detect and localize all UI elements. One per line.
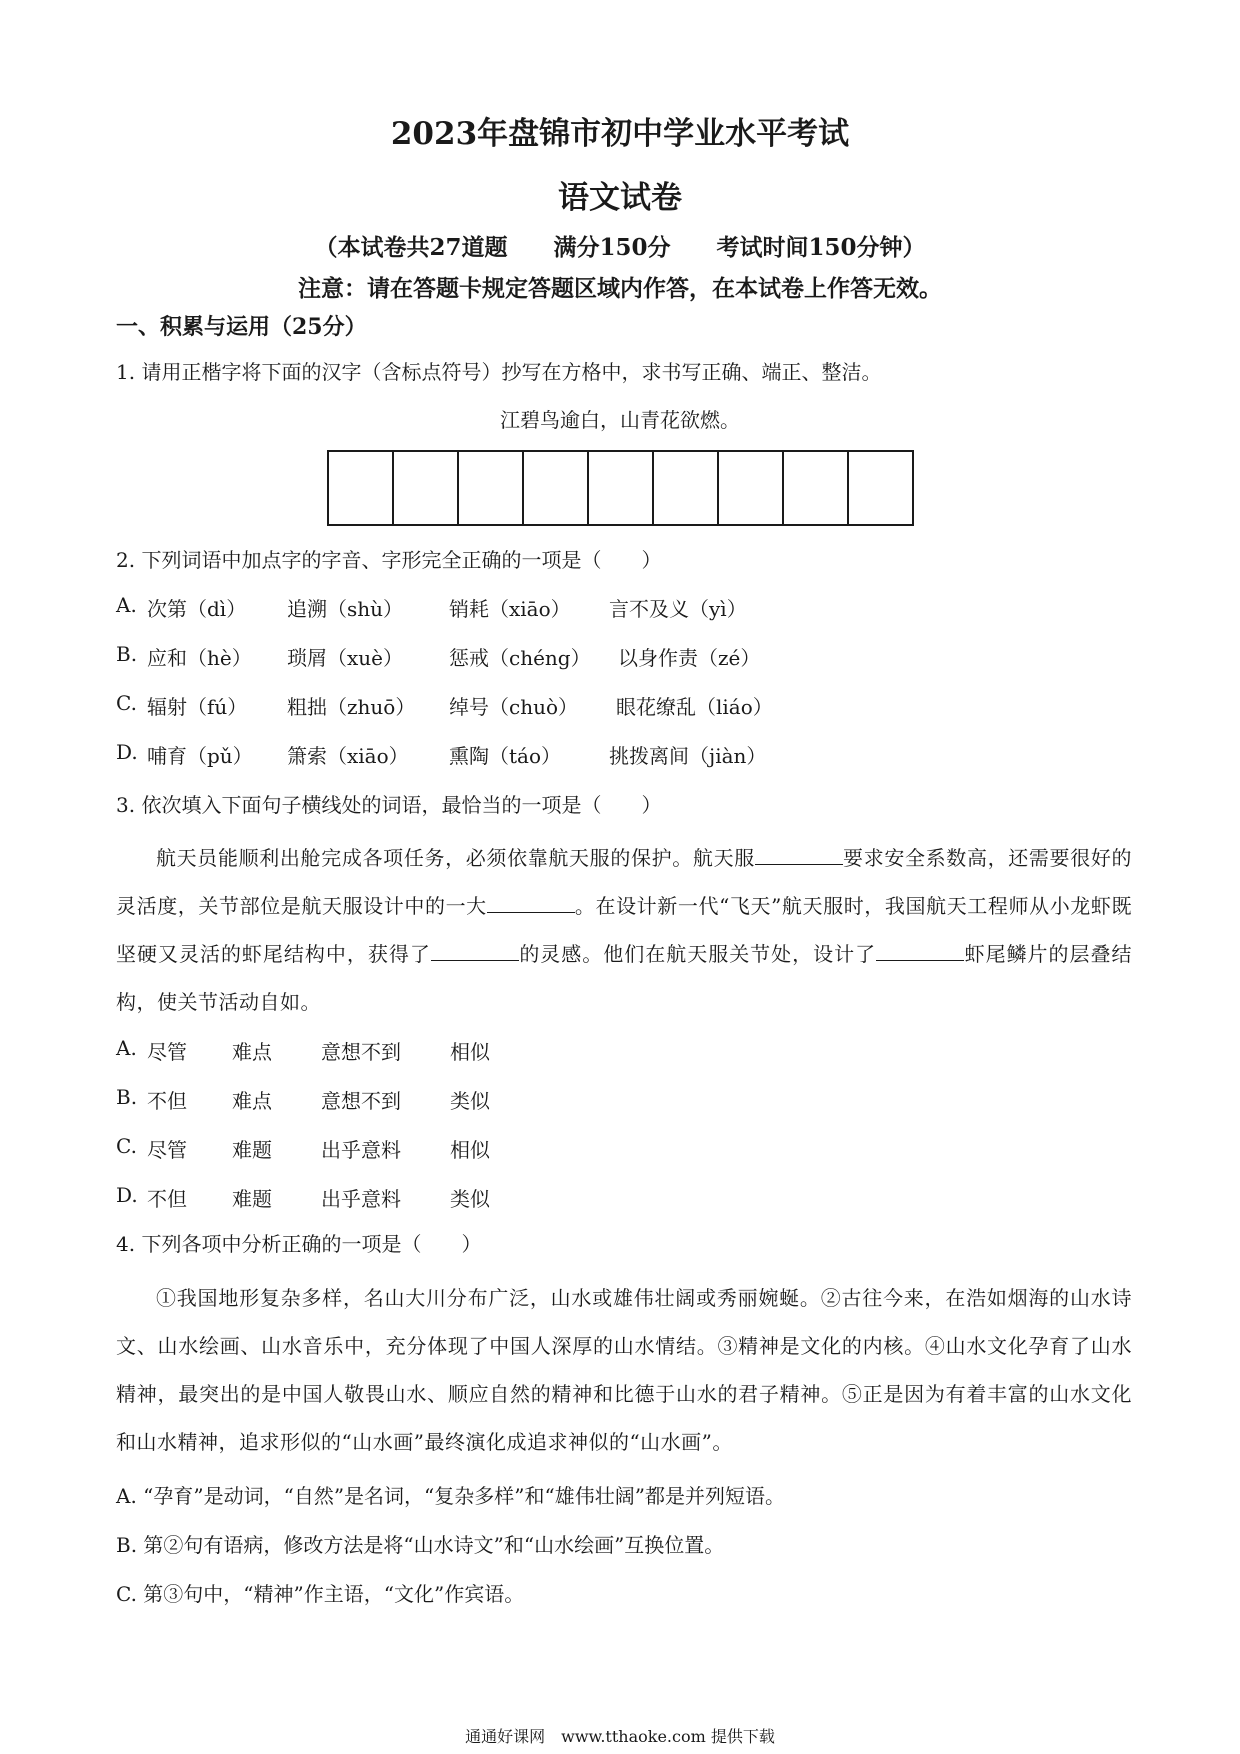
- section-heading: 一、积累与运用（25分）: [116, 314, 367, 340]
- option-item: 言不及义（yì）: [609, 597, 747, 621]
- option-item: 难题: [232, 1187, 272, 1211]
- question-1-prompt: 1. 请用正楷字将下面的汉字（含标点符号）抄写在方格中，求书写正确、端正、整洁。: [116, 360, 882, 384]
- question-3-passage: [116, 834, 1132, 1026]
- option-item: 熏陶（táo）: [449, 744, 562, 768]
- grid-box[interactable]: [589, 452, 654, 524]
- question-4-passage: ①我国地形复杂多样，名山大川分布广泛，山水或雄伟壮阔或秀丽婉蜒。②古往今来，在浩如烟海的山水诗文、山水绘画、山水音乐中，充分体现了中国人深厚的山水情结。③精神是文化的内核。④山水文化孕育了山水精神，最突出的是中国人敬畏山水、顺应自然的精神和比德于山水的君子精神。⑤正是因为有着丰富的山水文化和山水精神，追求形似的“山水画”最终演化成追求神似的“山水画”。: [116, 1286, 1132, 1454]
- grid-box[interactable]: [784, 452, 849, 524]
- page-footer: 通通好课网 www.tthaoke.com 提供下载: [465, 1727, 775, 1746]
- blank-line: [755, 844, 843, 865]
- question-4-option-c[interactable]: C. 第③句中，“精神”作主语，“文化”作宾语。: [116, 1582, 525, 1606]
- question-2-prompt: 2. 下列词语中加点字的字音、字形完全正确的一项是（ ）: [116, 548, 662, 572]
- question-4-option-b[interactable]: B. 第②句有语病，修改方法是将“山水诗文”和“山水绘画”互换位置。: [116, 1533, 725, 1557]
- passage-text: 的灵感。他们在航天服关节处，设计了: [518, 942, 877, 966]
- blank-line: [431, 940, 519, 961]
- option-item: 类似: [450, 1187, 490, 1211]
- option-item: 惩戒（chéng）: [449, 646, 591, 670]
- option-item: 意想不到: [321, 1089, 401, 1113]
- exam-title: 2023年盘锦市初中学业水平考试: [390, 116, 850, 152]
- question-3-option-b[interactable]: [116, 1085, 490, 1113]
- passage-text: 。在设计新一代“飞天”航天服时，我国航天工程师从小龙虾既坚硬又灵活的虾尾结构中，获得了: [116, 894, 1132, 966]
- option-item: 销耗（xiāo）: [449, 597, 571, 621]
- passage-text: 要求安全系数高，还需要很好的灵活度，关节部位是航天服设计中的一大: [116, 846, 1133, 918]
- option-label: D.: [116, 740, 138, 764]
- option-label: C.: [116, 1134, 137, 1158]
- option-item: 难题: [232, 1138, 272, 1162]
- blank-line: [876, 940, 964, 961]
- grid-box[interactable]: [394, 452, 459, 524]
- option-item: 以身作责（zé）: [618, 646, 761, 670]
- question-3-option-d[interactable]: [116, 1183, 490, 1211]
- question-2-option-c[interactable]: [116, 691, 773, 719]
- option-item: 挑拨离间（jiàn）: [609, 744, 767, 768]
- blank-line: [487, 892, 575, 913]
- question-3-option-c[interactable]: [116, 1134, 490, 1162]
- passage-text: 虾尾鳞片的层叠结构，使关节活动自如。: [116, 942, 1133, 1014]
- question-4-prompt: 4. 下列各项中分析正确的一项是（ ）: [116, 1232, 482, 1256]
- option-item: 辐射（fú）: [147, 695, 248, 719]
- option-item: 粗拙（zhuō）: [287, 695, 416, 719]
- question-3-prompt: 3. 依次填入下面句子横线处的词语，最恰当的一项是（ ）: [116, 793, 662, 817]
- option-item: 不但: [147, 1089, 187, 1113]
- option-item: 箫索（xiāo）: [287, 744, 409, 768]
- question-2-option-a[interactable]: [116, 593, 747, 621]
- option-label: B.: [116, 1085, 138, 1109]
- question-1-line: 江碧鸟逾白，山青花欲燃。: [500, 408, 740, 432]
- option-item: 相似: [450, 1138, 490, 1162]
- question-4-option-a[interactable]: A. “孕育”是动词，“自然”是名词，“复杂多样”和“雄伟壮阔”都是并列短语。: [116, 1484, 785, 1508]
- grid-box[interactable]: [849, 452, 912, 524]
- option-item: 难点: [232, 1089, 272, 1113]
- option-item: 意想不到: [321, 1040, 401, 1064]
- exam-info: （本试卷共27道题 满分150分 考试时间150分钟）: [314, 234, 926, 261]
- option-item: 出乎意料: [321, 1138, 401, 1162]
- question-2-option-b[interactable]: [116, 642, 761, 670]
- grid-box[interactable]: [654, 452, 719, 524]
- grid-box[interactable]: [719, 452, 784, 524]
- option-item: 类似: [450, 1089, 490, 1113]
- question-3-option-a[interactable]: [116, 1036, 490, 1064]
- option-item: 追溯（shù）: [287, 597, 404, 621]
- option-item: 相似: [450, 1040, 490, 1064]
- option-item: 次第（dì）: [147, 597, 247, 621]
- option-item: 应和（hè）: [147, 646, 252, 670]
- exam-subtitle: 语文试卷: [558, 180, 682, 216]
- grid-box[interactable]: [329, 452, 394, 524]
- option-label: D.: [116, 1183, 138, 1207]
- option-item: 眼花缭乱（liáo）: [616, 695, 773, 719]
- option-item: 难点: [232, 1040, 272, 1064]
- option-item: 尽管: [147, 1138, 187, 1162]
- writing-grid[interactable]: [327, 450, 914, 526]
- option-label: C.: [116, 691, 137, 715]
- option-label: B.: [116, 642, 138, 666]
- passage-text: 航天员能顺利出舱完成各项任务，必须依靠航天服的保护。航天服: [156, 846, 755, 870]
- question-2-option-d[interactable]: [116, 740, 767, 768]
- option-item: 琐屑（xuè）: [287, 646, 403, 670]
- option-item: 绰号（chuò）: [449, 695, 579, 719]
- option-label: A.: [116, 1036, 137, 1060]
- option-item: 哺育（pǔ）: [147, 744, 253, 768]
- option-item: 出乎意料: [321, 1187, 401, 1211]
- exam-notice: 注意：请在答题卡规定答题区域内作答，在本试卷上作答无效。: [298, 275, 942, 302]
- option-item: 不但: [147, 1187, 187, 1211]
- option-label: A.: [116, 593, 137, 617]
- grid-box[interactable]: [459, 452, 524, 524]
- grid-box[interactable]: [524, 452, 589, 524]
- option-item: 尽管: [147, 1040, 187, 1064]
